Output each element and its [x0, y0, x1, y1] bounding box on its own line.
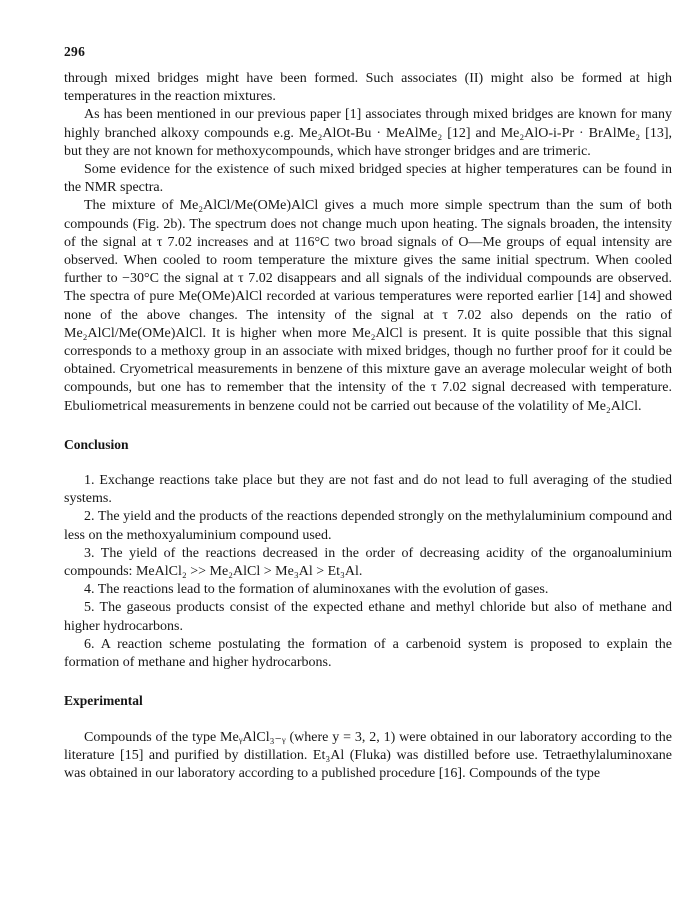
body-text: [64, 70, 672, 783]
conclusion-item: 1. Exchange reactions take place but they are not fast and do not lead to full averaging of the studied systems.: [64, 473, 672, 507]
conclusion-item: 4. The reactions lead to the formation of aluminoxanes with the evolution of gases.: [84, 582, 549, 598]
conclusion-item: 3. The yield of the reactions decreased in the order of decreasing acidity of the organoaluminium compounds: MeAlCl₂ >> Me₂AlCl > Me₃Al > Et₃Al.: [64, 545, 672, 580]
page-number: 296: [64, 44, 86, 59]
section-heading-experimental: Experimental: [64, 693, 143, 709]
conclusion-item: 5. The gaseous products consist of the expected ethane and methyl chloride but also of methane and higher hydrocarbons.: [64, 600, 672, 634]
conclusion-item: 6. A reaction scheme postulating the formation of a carbenoid system is proposed to explain the formation of methane and higher hydrocarbons.: [64, 636, 672, 671]
conclusion-item: 2. The yield and the products of the reactions depended strongly on the methylaluminium compound and less on the methoxyaluminium compound used.: [64, 509, 672, 543]
paragraph: As has been mentioned in our previous paper [1] associates through mixed bridges are known for many highly branched alkoxy compounds e.g. Me₂AlOt-Bu · MeAlMe₂ [12] and Me₂AlO-i-Pr · BrAlMe₂ [13], but they are not known for methoxycompounds, which have stronger bridges and are trimeric.: [64, 107, 672, 159]
paragraph: through mixed bridges might have been formed. Such associates (II) might also be formed at high temperatures in the reaction mixtures.: [64, 71, 672, 105]
paragraph: The mixture of Me₂AlCl/Me(OMe)AlCl gives a much more simple spectrum than the sum of both compounds (Fig. 2b). The spectrum does not change much upon heating. The signals broaden, the intensity of the signal at τ 7.02 increases and at 116°C two broad signals of O—Me groups of equal intensity are observed. When cooled to room temperature the mixture gives the same initial spectrum. When cooled further to −30°C the signal at τ 7.02 disappears and all signals of the individual compounds are observed. The spectra of pure Me(OMe)AlCl recorded at various temperatures were reported earlier [14] and showed none of the above changes. The intensity of the signal at τ 7.02 also depends on the ratio of Me₂AlCl/Me(OMe)AlCl. It is higher when more Me₂AlCl is present. It is quite possible that this signal corresponds to a methoxy group in an associate with mixed bridges, though no further proof for it could be obtained. Cryometrical measurements in benzene of this mixture gave an average molecular weight of both compounds, but one has to remember that the intensity of the τ 7.02 signal decreased with temperature. Ebuliometrical measurements in benzene could not be carried out because of the volatility of Me₂AlCl.: [64, 198, 672, 414]
paragraph: Some evidence for the existence of such mixed bridged species at higher temperatures can be found in the NMR spectra.: [64, 162, 672, 196]
section-heading-conclusion: Conclusion: [64, 436, 129, 452]
paragraph: Compounds of the type MeᵧAlCl₃₋ᵧ (where y = 3, 2, 1) were obtained in our laboratory according to the literature [15] and purified by distillation. Et₃Al (Fluka) was distilled before use. Tetraethylaluminoxane was obtained in our laboratory according to a published procedure [16]. Compounds of the type: [64, 729, 672, 781]
